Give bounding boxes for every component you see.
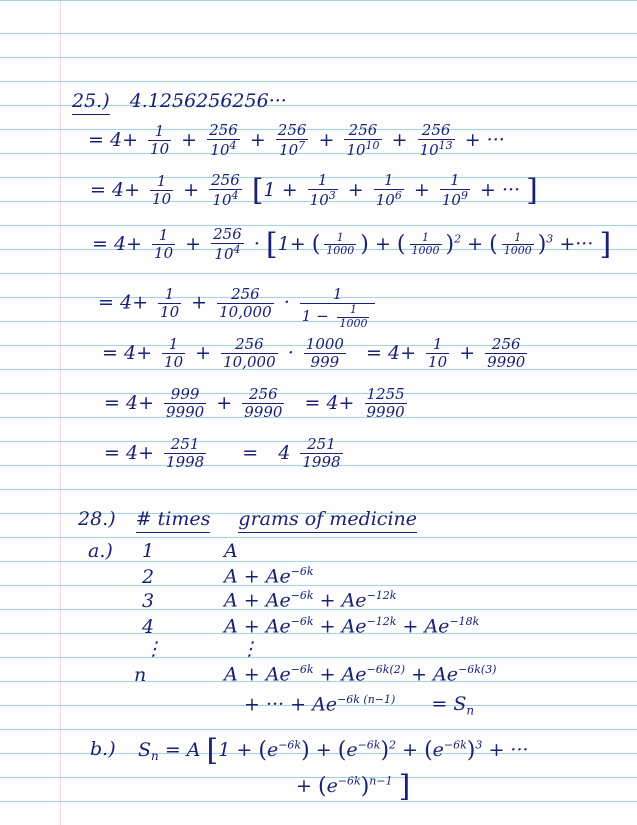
row-3-n: 3: [142, 590, 155, 612]
repeating-decimal: 4.1256256256···: [129, 90, 287, 112]
step-7: = 4+ $\frac{251}{1998}$ = 4 $\frac{251}{1998}$: [104, 435, 341, 472]
row-n-expr: $A + Ae^{-6k} + Ae^{-6k(2)} + Ae^{-6k(3)}$: [224, 663, 497, 686]
step-4: = 4+ $\frac{1}{10}$ + $\frac{256}{10,000}$ · 1 1 − $\frac{1}{1000}$: [98, 276, 379, 331]
step-3: = 4+ $\frac{1}{10}$ + $\frac{256}{10^4}$ · [1+ ( $\frac{1}{1000}$ ) + ( $\frac{1}{1000}$ )$^2$ + ( $\frac{1}{1000}$ )$^3$ +··· ]: [92, 225, 612, 264]
part-b-label: b.): [90, 738, 116, 760]
problem-25-label: 25.): [72, 90, 110, 115]
sn-series: $S_n = A$ [$1 + (e^{-6k}) + (e^{-6k})^2 + (e^{-6k})^3$ + ···: [138, 733, 529, 768]
margin-line: [60, 0, 61, 825]
step-5: = 4+ $\frac{1}{10}$ + $\frac{256}{10,000}$ · $\frac{1000}{999}$ = 4+ $\frac{1}{10}$ + $\frac{256}{9990}$: [102, 335, 526, 372]
row-5-expr: ⋮: [240, 638, 259, 660]
problem-28-label: 28.): [78, 508, 116, 530]
step-2: = 4+ $\frac{1}{10}$ + $\frac{256}{10^4}$ [1 + $\frac{1}{10^3}$ + $\frac{1}{10^6}$ + $\frac{1}{10^9}$ + ··· ]: [90, 171, 538, 210]
row-5-n: ⋮: [144, 638, 163, 660]
problem-28-header: [78, 510, 417, 529]
row-n-n: n: [134, 664, 147, 686]
sn-series-tail: + $(e^{-6k})^{n-1}$ ]: [296, 769, 411, 804]
row-4-expr: $A + Ae^{-6k} + Ae^{-12k} + Ae^{-18k}$: [224, 615, 480, 638]
col-grams-heading: grams of medicine: [238, 508, 417, 533]
col-times-heading: # times: [136, 508, 211, 533]
row-1-expr: A: [224, 540, 238, 562]
part-a-label: a.): [88, 540, 113, 562]
row-n-continuation: + ··· + $Ae^{-6k (n-1)} = S_n$: [244, 693, 475, 718]
row-2-expr: $A + Ae^{-6k}$: [224, 565, 314, 588]
row-1-n: 1: [142, 540, 155, 562]
row-4-n: 4: [142, 616, 155, 638]
row-2-n: 2: [142, 566, 155, 588]
row-3-expr: $A + Ae^{-6k} + Ae^{-12k}$: [224, 589, 397, 612]
problem-25-header: [72, 92, 287, 111]
step-1: = 4+ $\frac{1}{10}$ + $\frac{256}{10^4}$ + $\frac{256}{10^7}$ + $\frac{256}{10^{10}}$ + $\frac{256}{10^{13}}$ + ···: [88, 121, 505, 160]
step-6: = 4+ $\frac{999}{9990}$ + $\frac{256}{9990}$ = 4+ $\frac{1255}{9990}$: [104, 385, 405, 422]
